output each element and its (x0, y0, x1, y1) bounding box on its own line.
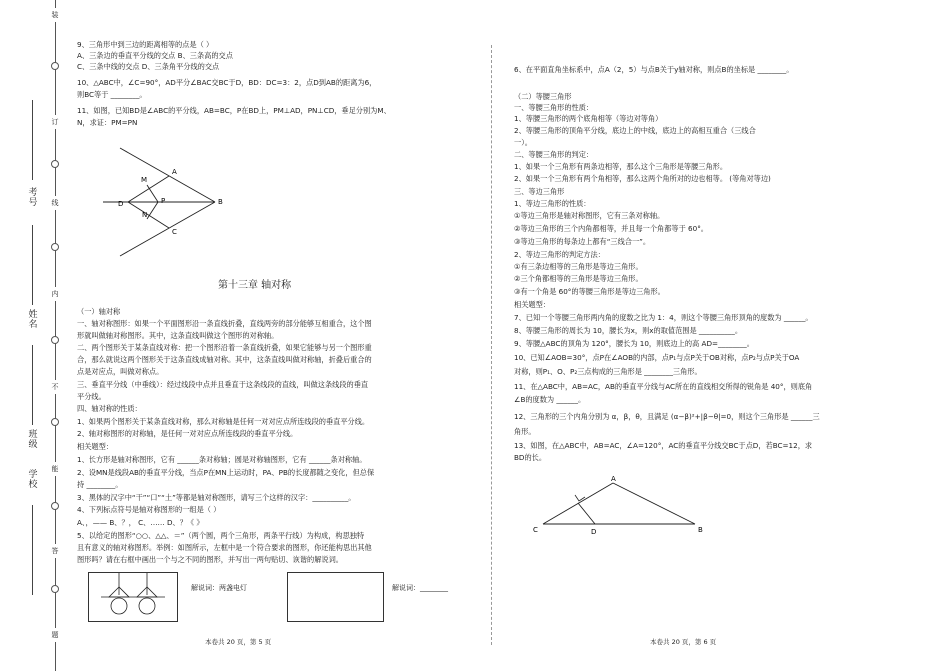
text-line: 2、设MN是线段AB的垂直平分线，当点P在MN上运动时，PA、PB的长度都随之变化，但总保 (77, 468, 375, 477)
question-9: 9、三角形中到三边的距离相等的点是（ ） (77, 40, 214, 49)
answer-box[interactable] (287, 572, 384, 622)
text-line: 相关题型： (514, 300, 550, 309)
text-line: ①等边三角形是轴对称图形，它有三条对称轴。 (514, 211, 665, 220)
question-13: 13、如图，在△ABC中，AB=AC，∠A=120°，AC的垂直平分线交BC于点D，若BC=12，求 (514, 441, 813, 450)
text-line: 2、等边三角形的判定方法： (514, 250, 605, 259)
text-line: ③有一个角是 60°的等腰三角形是等边三角形。 (514, 287, 665, 296)
figure-q11 (100, 140, 230, 260)
q9-options-cd: C、三条中线的交点 D、三条角平分线的交点 (77, 62, 220, 71)
fill-line (32, 225, 33, 305)
chapter-title: 第十三章 轴对称 (218, 280, 292, 291)
text-line: A、，—— B、？， C、…… D、？《 》 (77, 518, 204, 527)
binding-hole (51, 585, 59, 593)
binding-mark: 线 (49, 196, 61, 210)
fig13-label: D (591, 528, 597, 536)
text-line: 一）。 (514, 138, 532, 147)
caption-answer: 解说词：________ (392, 584, 448, 592)
binding-hole (51, 243, 59, 251)
example-box (88, 572, 178, 622)
q9-options-ab: A、三条边的垂直平分线的交点 B、三条高的交点 (77, 51, 233, 60)
text-line: 一、等腰三角形的性质： (514, 103, 594, 112)
binding-mark: 不 (49, 380, 61, 394)
text-line: 二、等腰三角形的判定： (514, 150, 594, 159)
fig11-label: P (161, 197, 166, 205)
text-line: 1、如果两个图形关于某条直线对称，那么对称轴是任何一对对应点所连线段的垂直平分线。 (77, 417, 370, 426)
two-lamps-figure (89, 573, 177, 621)
binding-mark: 订 (49, 115, 61, 129)
section-heading: （一）轴对称 (77, 307, 121, 316)
question-11-cont: N，求证：PM=PN (77, 118, 138, 127)
text-line: 图形吗？请在右框中画出一个与之不同的图形，并写出一两句贴切、诙谐的解说词。 (77, 555, 343, 564)
text-line: 2、如果一个三角形有两个角相等，那么这两个角所对的边也相等。 (等角对等边) (514, 174, 771, 183)
fig11-label: A (172, 168, 177, 176)
binding-hole (51, 418, 59, 426)
binding-mark: 装 (49, 8, 61, 22)
text-line: 平分线。 (77, 392, 106, 401)
question-8: 8、等腰三角形的周长为 10，腰长为x，则x的取值范围是 __________。 (514, 326, 743, 335)
question-11-right-cont: ∠B的度数为 ______。 (514, 395, 586, 404)
fig11-label: B (218, 198, 223, 206)
binding-hole (51, 502, 59, 510)
text-line: 2、轴对称图形的对称轴，是任何一对对应点所连线段的垂直平分线。 (77, 429, 298, 438)
fig13-label: C (533, 526, 538, 534)
page-divider (491, 45, 492, 645)
text-line: 三、垂直平分线（中垂线）：经过线段中点并且垂直于这条线段的直线，叫做这条线段的垂直 (77, 380, 369, 389)
question-13-cont: BD的长。 (514, 453, 547, 462)
fig11-label: N (142, 211, 148, 219)
text-line: 点是对应点，叫做对称点。 (77, 367, 164, 376)
fig11-label: D (118, 200, 124, 208)
question-11-right: 11、在△ABC中，AB=AC，AB的垂直平分线与AC所在的直线相交所得的锐角是 40°，则底角 (514, 382, 813, 391)
question-7: 7、已知一个等腰三角形两内角的度数之比为 1：4，则这个等腰三角形顶角的度数为 ______。 (514, 313, 813, 322)
binding-margin (0, 0, 66, 671)
binding-hole (51, 62, 59, 70)
binding-mark: 答 (49, 544, 61, 558)
text-line: ①有三条边相等的三角形是等边三角形。 (514, 262, 643, 271)
page-footer-left: 本卷共 20 页，第 5 页 (205, 638, 272, 646)
text-line: 2、等腰三角形的顶角平分线，底边上的中线，底边上的高相互重合（三线合 (514, 126, 756, 135)
fig13-label: A (611, 475, 616, 483)
text-line: ②三个角都相等的三角形是等边三角形。 (514, 274, 643, 283)
question-6: 6、在平面直角坐标系中，点A（2，5）与点B关于y轴对称，则点B的坐标是 ________。 (514, 65, 794, 74)
fig13-label: B (698, 526, 703, 534)
figure-q13 (525, 470, 715, 542)
label-name: 姓名 (28, 310, 38, 330)
label-student-id: 考号 (28, 188, 38, 208)
text-line: 持 ________。 (77, 480, 123, 489)
text-line: 5、以给定的图形“○○、△△、＝”（两个圆，两个三角形，两条平行线）为构成，构思独特 (77, 531, 365, 540)
binding-mark: 内 (49, 287, 61, 301)
fill-line (32, 505, 33, 595)
fig11-label: M (141, 176, 148, 184)
text-line: ③等边三角形的每条边上都有“三线合一”。 (514, 237, 651, 246)
text-line: 1、等边三角形的性质： (514, 199, 591, 208)
binding-mark: 题 (49, 628, 61, 642)
binding-hole (51, 160, 59, 168)
text-line: 三、等边三角形 (514, 187, 565, 196)
text-line: 4、下列标点符号是轴对称图形的一组是（ ） (77, 505, 221, 514)
text-line: 1、如果一个三角形有两条边相等，那么这个三角形是等腰三角形。 (514, 162, 728, 171)
fig11-label: C (172, 228, 177, 236)
question-10-cont: 则BC等于 ________。 (77, 90, 147, 99)
text-line: 合，那么就说这两个图形关于这条直线成轴对称。其中，这条直线叫做对称轴，折叠后重合的 (77, 355, 372, 364)
text-line: 一、轴对称图形：如果一个平面图形沿一条直线折叠，直线两旁的部分能够互相重合，这个图 (77, 319, 372, 328)
text-line: 且有意义的轴对称图形。举例：如图所示，左框中是一个符合要求的图形，你还能构思出其他 (77, 543, 372, 552)
question-12-cont: 角形。 (514, 427, 536, 436)
caption-example: 解说词：两盏电灯 (191, 584, 247, 592)
text-line: 1、长方形是轴对称图形，它有 ______条对称轴；圆是对称轴图形，它有 ______条对称轴。 (77, 455, 367, 464)
label-class: 班级 (28, 430, 38, 450)
question-11: 11、如图，已知BD是∠ABC的平分线，AB=BC，P在BD上，PM⊥AD，PN⊥CD，垂足分别为M、 (77, 106, 391, 115)
text-line: 四、轴对称的性质： (77, 404, 142, 413)
text-line: ②等边三角形的三个内角都相等，并且每一个角都等于 60°。 (514, 224, 708, 233)
fill-line (32, 100, 33, 180)
text-line: 1、等腰三角形的两个底角相等（等边对等角） (514, 114, 663, 123)
fill-line (32, 345, 33, 425)
question-12: 12、三角形的三个内角分别为 α，β，θ，且满足 (α−β)²+|β−θ|=0，则这个三角形是 ______三 (514, 412, 820, 421)
binding-mark: 能 (49, 462, 61, 476)
section-heading: （二）等腰三角形 (514, 92, 572, 101)
label-school: 学校 (28, 470, 38, 490)
question-10-right-cont: 对称，则P₁、O、P₂三点构成的三角形是 ________三角形。 (514, 367, 702, 376)
question-10-right: 10、已知∠AOB=30°，点P在∠AOB的内部，点P₁与点P关于OB对称，点P₂与点P关于OA (514, 353, 800, 362)
binding-hole (51, 336, 59, 344)
page-footer-right: 本卷共 20 页，第 6 页 (650, 638, 717, 646)
text-line: 3、黑体的汉字中“干”“口”“土”等都是轴对称图形，请写三个这样的汉字：__________。 (77, 493, 356, 502)
text-line: 二、两个图形关于某条直线对称：把一个图形沿着一条直线折叠，如果它能够与另一个图形重 (77, 343, 372, 352)
question-9-right: 9、等腰△ABC的顶角为 120°，腰长为 10，则底边上的高 AD=________。 (514, 339, 754, 348)
text-line: 形就叫做轴对称图形。其中，这条直线叫做这个图形的对称轴。 (77, 331, 279, 340)
text-line: 相关题型： (77, 442, 113, 451)
question-10: 10、△ABC中，∠C=90°，AD平分∠BAC交BC于D，BD：DC=3：2，点D到AB的距离为6， (77, 78, 377, 87)
